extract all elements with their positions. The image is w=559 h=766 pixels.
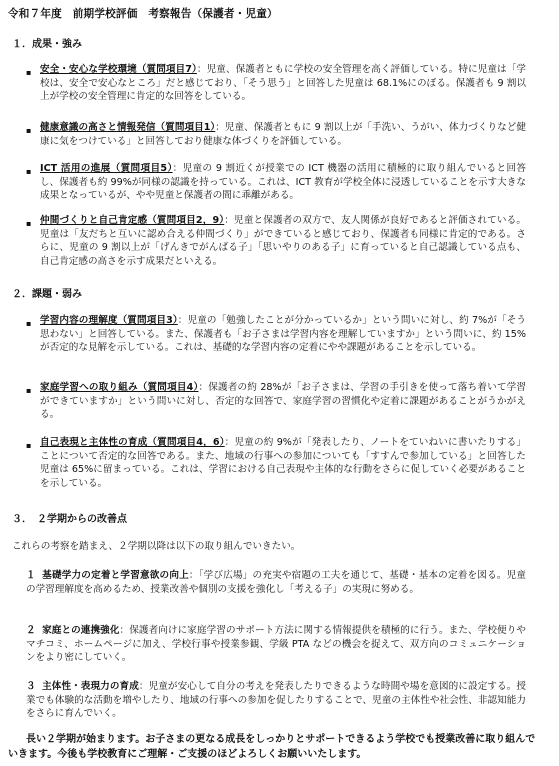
improvement-item-academics	[26, 569, 526, 596]
item-heading: 自己表現と主体性の育成（質問項目4，6）	[40, 437, 225, 448]
item-body: ：保護者向けに家庭学習のサポート方法に関する情報提供を積極的に行う。また、学校便りやマチコミ、ホームページに加え、学校行事や授業参観、学級 PTA などの機会を捉えて、双方向のコミュニケーションをより密にしていく。	[26, 625, 527, 664]
item-body: ：児童、保護者ともに学校の安全管理を高く評価している。特に児童は「学校は、安全で安心なところ」だと感じており、「そう思う」と回答した児童は 68.1%にのぼる。保護者も 9 割以上が学校の安全管理に肯定的な回答をしている。	[40, 64, 527, 103]
strength-item-health	[40, 121, 526, 148]
strength-item-ict	[40, 162, 526, 203]
section-heading-improvements: ３． ２学期からの改善点	[12, 514, 127, 525]
bullet-icon: ▪	[26, 167, 32, 176]
item-heading: 基礎学力の定着と学習意欲の向上	[42, 570, 189, 581]
bullet-icon: ▪	[26, 319, 32, 328]
issue-item-expression	[40, 436, 526, 490]
item-heading: 仲間づくりと自己肯定感（質問項目2，9）	[40, 215, 225, 226]
item-heading: 安全・安心な学校環境（質問項目7）	[40, 64, 197, 75]
bullet-icon: ▪	[26, 441, 32, 450]
improvements-intro: これらの考察を踏まえ、２学期以降は以下の取り組んでいきたい。	[12, 541, 301, 552]
issue-item-understanding	[40, 314, 526, 355]
item-body: ：児童が安心して自分の考えを発表したりできるような時間や場を意図的に設定する。授業でも体験的な活動を増やしたり、地域の行事への参加を促したりすることで、児童の主体性や社会性、非認知能力をさらに育んでいく。	[26, 681, 527, 720]
item-body: ：児童、保護者ともに 9 割以上が「手洗い、うがい、体力づくりなど健康に気をつけている」と回答しており健康な体づくりを評価している。	[40, 122, 527, 147]
item-body: ：児童と保護者の双方で、友人関係が良好であると評価されている。児童は「友だちと互いに認め合える仲間づくり」ができていると感じており、保護者も同様に肯定的である。さらに、児童の 9 割以上が「げんきでがんばる子」「思いやりのある子」に育っていると自己認識している点も、自己肯定感の高さを示す成果だといえる。	[40, 215, 526, 267]
item-heading: 家庭学習への取り組み（質問項目4）	[40, 382, 199, 393]
strength-item-peers	[40, 214, 526, 268]
item-number: ３	[26, 681, 36, 692]
bullet-icon: ▪	[26, 68, 32, 77]
issue-item-home-study	[40, 381, 526, 422]
item-heading: 学習内容の理解度（質問項目3）	[40, 315, 178, 326]
item-heading: 家庭との連携強化	[42, 625, 120, 636]
item-body: ：児童の約 9%が「発表したり、ノートをていねいに書いたりする」ことについて否定的な回答である。また、地域の行事への参加についても「すすんで参加している」と回答した児童は 65%に留まっている。これは、学習における自己表現や主体的な行動をさらに促していく必要があることを示している。	[40, 437, 526, 489]
bullet-icon: ▪	[26, 386, 32, 395]
item-body: ：「学び広場」の充実や宿題の工夫を通じて、基礎・基本の定着を図る。児童の学習理解度を高めるため、授業改善や個別の支援を強化し「考える子」の実現に努める。	[26, 570, 527, 595]
item-body: ：児童の「勉強したことが分かっているか」という問いに対し、約 7%が「そう思わない」と回答している。また、保護者も「お子さまは学習内容を理解していますか」という問いに、約 15%が否定的な見解を示している。これは、基礎的な学習内容の定着にやや課題があることを示している。	[40, 315, 526, 354]
improvement-item-initiative	[26, 680, 526, 721]
improvement-item-family	[26, 624, 526, 665]
item-heading: 健康意識の高さと情報発信（質問項目1）	[40, 122, 216, 133]
strength-item-safety	[40, 63, 526, 104]
bullet-icon: ▪	[26, 219, 32, 228]
closing-message: 長い２学期が始まります。お子さまの更なる成長をしっかりとサポートできるよう学校でも授業改善に取り組んでいきます。今後も学校教育にご理解・ご支援のほどよろしくお願いいたします。	[8, 734, 536, 760]
item-heading: ICT 活用の進展（質問項目5）	[40, 163, 173, 174]
item-number: １	[26, 570, 36, 581]
section-heading-issues: ２．課題・弱み	[12, 289, 82, 300]
item-number: ２	[26, 625, 36, 636]
item-heading: 主体性・表現力の育成	[42, 681, 139, 692]
section-heading-strengths: １．成果・強み	[12, 39, 82, 50]
item-body: ：保護者の約 28%が「お子さまは、学習の手引きを使って落ち着いて学習ができていますか」という問いに対し、否定的な回答で、家庭学習の習慣化や定着に課題があることがうかがえる。	[40, 382, 527, 421]
page-title: 令和７年度 前期学校評価 考察報告（保護者・児童）	[8, 8, 278, 20]
item-body: ：児童の 9 割近くが授業での ICT 機器の活用に積極的に取り組んでいると回答し、保護者も約 99%が同様の認識を持っている。これは、ICT 教育が学校全体に浸透していることを示す大きな成果となっているが、やや児童と保護者の間に乖離がある。	[40, 163, 526, 202]
bullet-icon: ▪	[26, 126, 32, 135]
